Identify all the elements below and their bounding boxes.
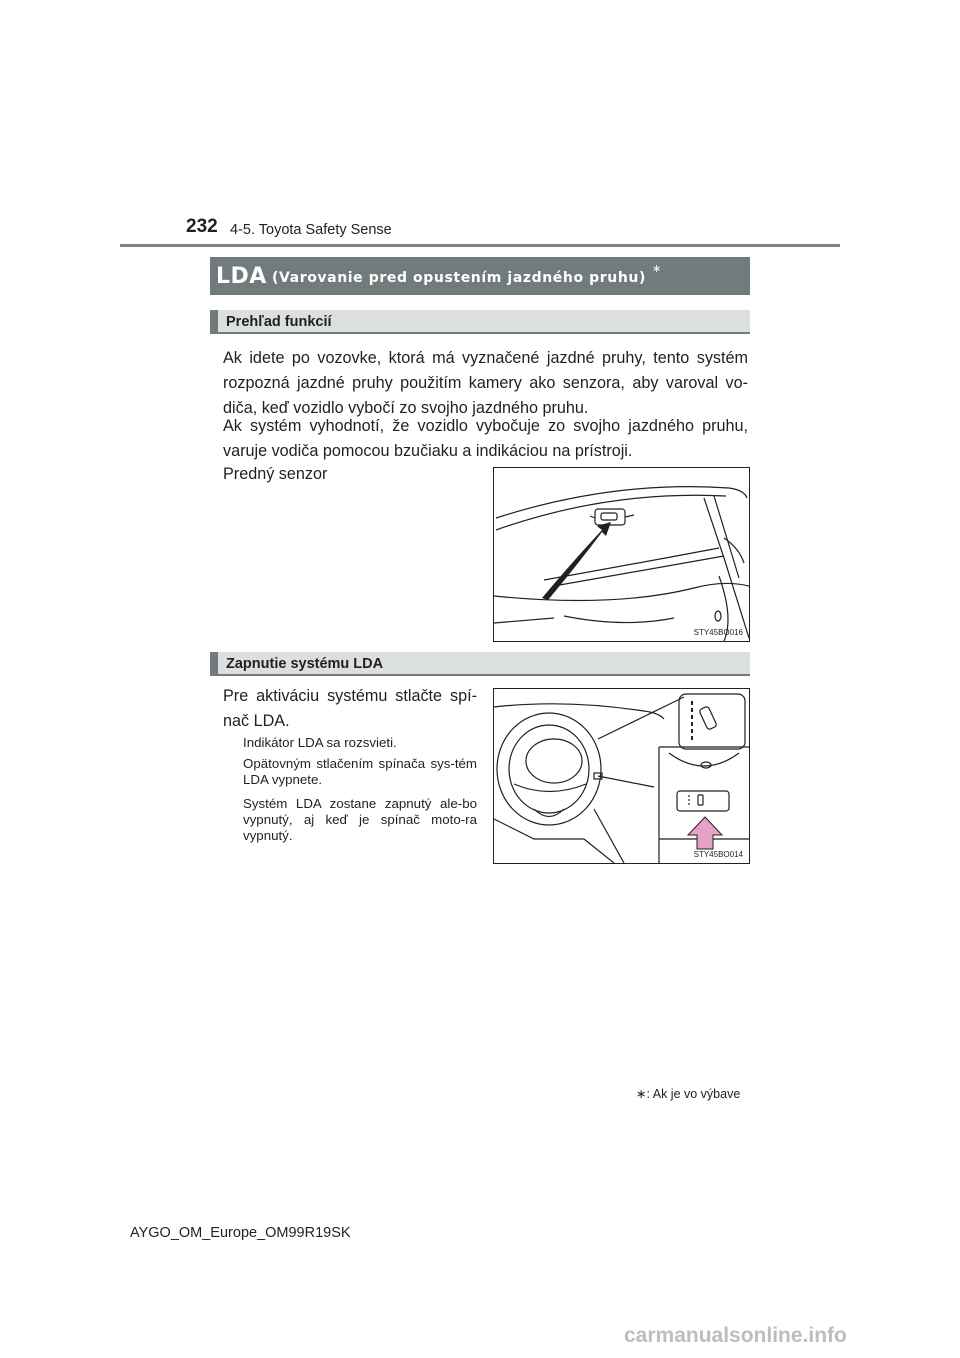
pointer-arrow-icon xyxy=(542,522,611,600)
paragraph: Pre aktiváciu systému stlačte spí-nač LDA. xyxy=(223,687,477,730)
section-header-overview xyxy=(210,310,750,334)
steering-wheel-drawing xyxy=(494,689,749,863)
note-item: Systém LDA zostane zapnutý ale-bo vypnutý, aj keď je spínač moto-ra vypnutý. xyxy=(243,796,477,843)
page-subtitle: (Varovanie pred opustením jazdného pruhu) xyxy=(272,270,646,286)
lda-switch-illustration xyxy=(493,688,750,864)
note-item: Opätovným stlačením spínača sys-tém LDA vypnete. xyxy=(243,756,477,787)
section-path: 4-5. Toyota Safety Sense xyxy=(230,222,392,238)
section-header-activation xyxy=(210,652,750,676)
watermark: carmanualsonline.info xyxy=(624,1324,847,1347)
figure-code: STY45BO014 xyxy=(693,850,743,859)
figure-caption: Predný senzor xyxy=(223,465,328,483)
footnote: ∗: Ak je vo výbave xyxy=(636,1087,741,1101)
figure-code: STY45BO016 xyxy=(693,628,743,637)
header-rule xyxy=(120,244,840,247)
press-arrow-icon xyxy=(688,817,722,849)
page-title: LDA xyxy=(216,264,267,289)
title-footnote-mark: ∗ xyxy=(652,263,662,275)
note-item: Indikátor LDA sa rozsvieti. xyxy=(243,735,397,750)
paragraph: Ak idete po vozovke, ktorá má vyznačené jazdné pruhy, tento systém rozpozná jazdné pruhy použitím kamery ako senzora, aby varoval vo-diča, keď vozidlo vybočí zo svojho jazdného pruhu. xyxy=(223,349,748,417)
paragraph: Ak systém vyhodnotí, že vozidlo vybočuje zo svojho jazdného pruhu, varuje vodiča pomocou bzučiaku a indikáciou na prístroji. xyxy=(223,417,748,460)
document-id: AYGO_OM_Europe_OM99R19SK xyxy=(130,1225,351,1241)
front-sensor-illustration xyxy=(493,467,750,642)
section-label: Zapnutie systému LDA xyxy=(226,656,384,672)
section-label: Prehľad funkcií xyxy=(226,314,332,330)
windshield-camera-drawing xyxy=(494,468,749,641)
page-number: 232 xyxy=(186,216,218,237)
